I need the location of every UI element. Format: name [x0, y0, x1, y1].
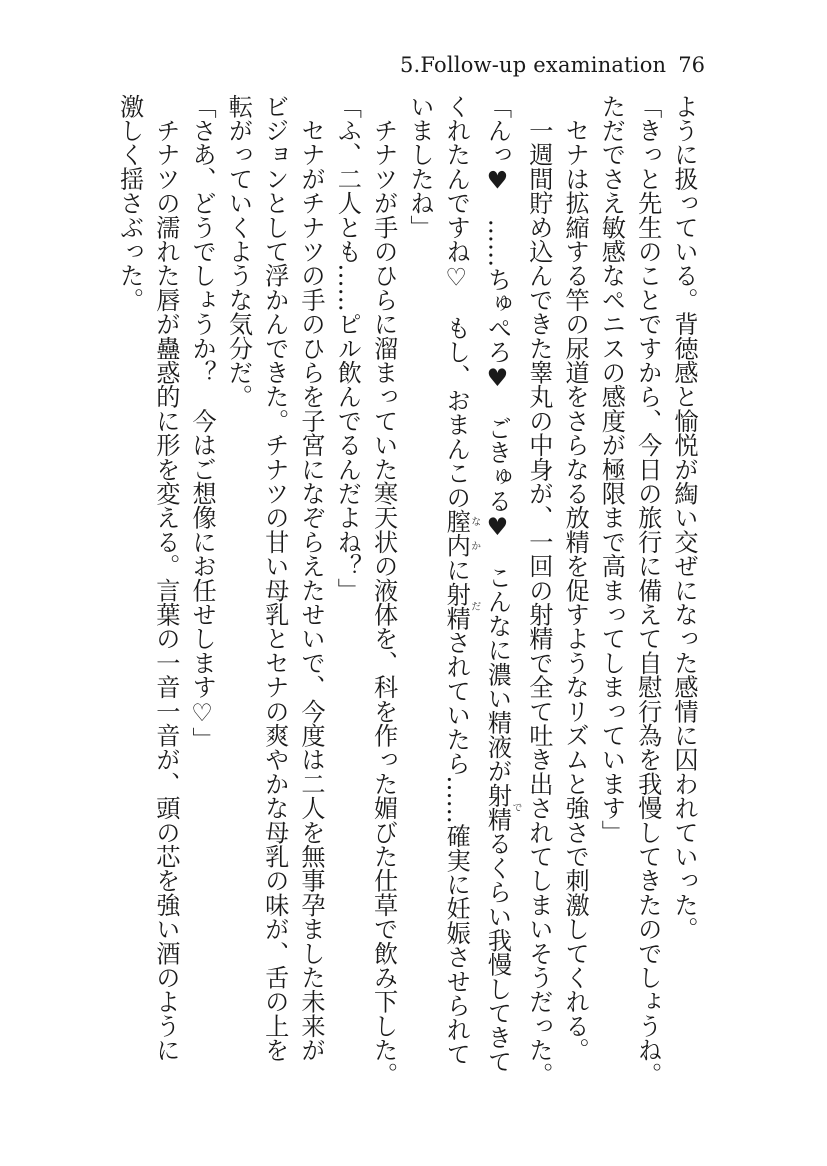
text-column [666, 94, 702, 1084]
text-segment: ビジョンとして浮かんできた。チナツの甘い母乳とセナの爽やかな母乳の味が、舌の上を [260, 94, 289, 1062]
ruby-reading: なか [468, 509, 480, 558]
text-column [438, 94, 479, 1084]
text-column [479, 94, 520, 1084]
text-segment: されていたら……確実に妊娠させられて [442, 630, 471, 1066]
ruby-annotated-word [442, 509, 480, 558]
running-head [400, 50, 705, 80]
text-column [593, 94, 629, 1084]
text-segment: ように扱っている。背徳感と愉悦が綯い交ぜになった感情に囚われていった。 [670, 94, 698, 941]
text-column [521, 94, 557, 1087]
text-column [220, 94, 256, 1084]
text-segment: セナは拡縮する竿の尿道をさらなる放精を促すようなリズムと強さで刺激してくれる。 [561, 94, 590, 1062]
text-segment: チナツが手のひらに溜まっていた寒天状の液体を、科を作った媚びた仕草で飲み下した。 [369, 94, 398, 1087]
text-segment: 「きっと先生のことですから、今日の旅行に備えて自慰行為を我慢してきたのでしょうね。 [633, 94, 662, 1087]
page-number: 76 [678, 53, 705, 77]
text-segment: 「さあ、どうでしょうか？ 今はご想像にお任せします♡」 [188, 94, 217, 752]
text-column [256, 94, 292, 1084]
text-column [557, 94, 593, 1084]
text-column [184, 94, 220, 1084]
text-column [402, 94, 438, 1084]
ruby-reading: だ [468, 581, 480, 631]
ruby-annotated-word [442, 581, 480, 631]
ruby-annotated-word [483, 782, 522, 832]
chapter-title: 5.Follow-up examination [400, 53, 667, 77]
text-segment: に [442, 557, 471, 582]
text-column [111, 94, 147, 1084]
text-segment: チナツの濡れた唇が蠱惑的に形を変える。言葉の一音一音が、頭の芯を強い酒のように [151, 94, 180, 1063]
text-segment: いましたね」 [405, 94, 434, 240]
text-column [365, 94, 401, 1087]
ruby-base: 射精 [483, 782, 512, 832]
text-segment: 転がっていくような気分だ。 [224, 94, 253, 409]
text-column [629, 94, 665, 1087]
body-text [115, 94, 702, 1087]
ruby-base: 射精 [442, 581, 471, 631]
text-segment: ただでさえ敏感なペニスの感度が極限まで高まってしまっています」 [597, 94, 626, 845]
ruby-reading: で [510, 782, 522, 832]
text-segment: 一週間貯め込んできた睾丸の中身が、一回の射精で全て吐き出されてしまいそうだった。 [524, 94, 553, 1087]
text-segment: 「んっ♥ ……ちゅぺろ♥ ごきゅる♥ こんなに濃い精液が [483, 94, 512, 783]
text-column [329, 94, 365, 1084]
text-segment: セナがチナツの手のひらを子宮になぞらえたせいで、今度は二人を無事孕ました未来が [297, 94, 326, 1062]
text-column [148, 94, 184, 1084]
text-segment: 激しく揺さぶった。 [115, 94, 144, 312]
ruby-base: 膣内 [442, 509, 471, 558]
text-segment: 「ふ、二人とも……ピル飲んでるんだよね？」 [333, 94, 362, 603]
text-column [293, 94, 329, 1084]
text-segment: るくらい我慢してきて [483, 831, 512, 1074]
text-segment: くれたんですね♡ もし、おまんこの [442, 94, 471, 510]
